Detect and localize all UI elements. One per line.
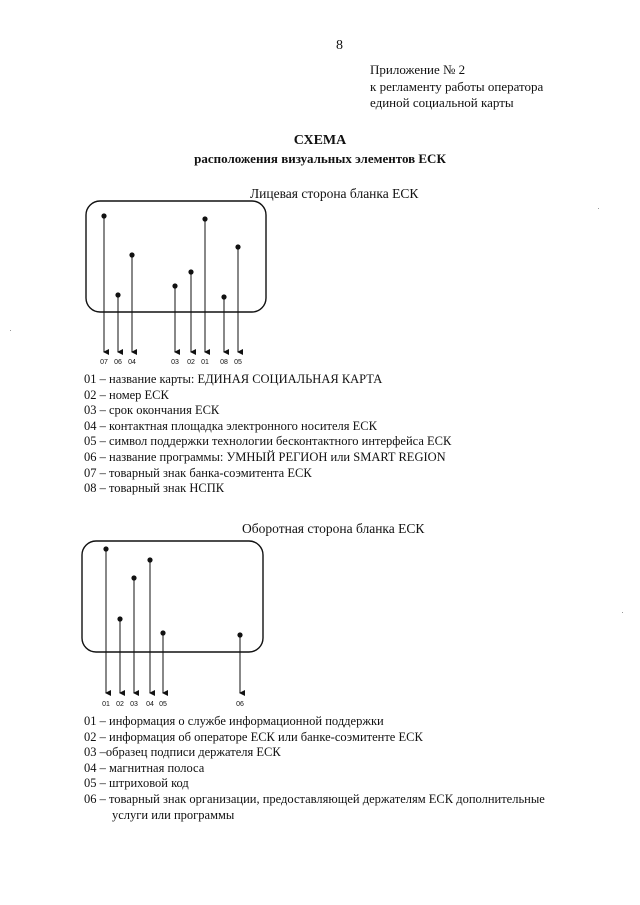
front-marker-label-06: 06 (114, 359, 122, 366)
back-marker-label-06: 06 (236, 701, 244, 708)
legend-item: 02 – номер ЕСК (84, 387, 169, 402)
legend-item: 01 – название карты: ЕДИНАЯ СОЦИАЛЬНАЯ КАРТА (84, 372, 383, 386)
front-marker-label-05: 05 (234, 359, 242, 366)
back-marker-dot-02 (117, 616, 122, 621)
back-marker-dot-01 (103, 546, 108, 551)
legend-item: 04 – контактная площадка электронного носителя ЕСК (84, 418, 377, 433)
back-marker-dot-04 (147, 557, 152, 562)
appendix-line-2: к регламенту работы оператора (370, 78, 544, 94)
scan-speck (598, 208, 599, 209)
front-marker-dot-08 (221, 294, 226, 299)
back-marker-label-03: 03 (130, 701, 138, 708)
legend-item: 03 – срок окончания ЕСК (84, 403, 220, 418)
scan-speck (622, 612, 623, 613)
document-title: СХЕМА (293, 133, 347, 148)
legend-item: 06 – название программы: УМНЫЙ РЕГИОН или SMART REGION (84, 449, 446, 464)
front-card-diagram (86, 201, 266, 366)
back-card-diagram (82, 541, 263, 708)
front-marker-dot-02 (188, 269, 193, 274)
front-legend (84, 372, 451, 497)
front-marker-dot-06 (115, 292, 120, 297)
back-marker-dot-05 (160, 630, 165, 635)
front-marker-label-02: 02 (187, 359, 195, 366)
scan-speck (10, 330, 11, 331)
front-marker-label-08: 08 (220, 359, 228, 366)
legend-item-continuation: услуги или программы (112, 807, 235, 822)
back-marker-label-01: 01 (102, 701, 110, 708)
appendix-line-1: Приложение № 2 (370, 62, 466, 77)
front-marker-dot-01 (202, 216, 207, 221)
legend-item: 07 – товарный знак банка-соэмитента ЕСК (84, 465, 312, 480)
page-number: 8 (336, 38, 343, 53)
legend-item: 01 – информация о службе информационной поддержки (84, 714, 384, 728)
back-marker-label-05: 05 (159, 701, 167, 708)
legend-item: 05 – символ поддержки технологии бесконтактного интерфейса ЕСК (84, 434, 452, 449)
back-card-outline (82, 541, 263, 652)
front-marker-dot-03 (172, 283, 177, 288)
legend-item: 03 –образец подписи держателя ЕСК (84, 745, 281, 760)
front-card-outline (86, 201, 266, 312)
front-marker-label-07: 07 (100, 359, 108, 366)
legend-item: 04 – магнитная полоса (84, 760, 205, 775)
back-marker-dot-06 (237, 632, 242, 637)
front-marker-dot-05 (235, 244, 240, 249)
legend-item: 02 – информация об операторе ЕСК или банке-соэмитенте ЕСК (84, 729, 423, 744)
appendix-line-3: единой социальной карты (370, 95, 514, 110)
front-side-heading: Лицевая сторона бланка ЕСК (250, 186, 419, 201)
document-subtitle: расположения визуальных элементов ЕСК (194, 151, 446, 166)
front-marker-dot-04 (129, 252, 134, 257)
back-marker-label-02: 02 (116, 701, 124, 708)
back-marker-dot-03 (131, 575, 136, 580)
front-marker-label-03: 03 (171, 359, 179, 366)
front-marker-label-04: 04 (128, 359, 136, 366)
legend-item: 08 – товарный знак НСПК (84, 481, 225, 496)
back-marker-label-04: 04 (146, 701, 154, 708)
legend-item: 06 – товарный знак организации, предоставляющей держателям ЕСК дополнительные (84, 791, 545, 806)
legend-item: 05 – штриховой код (84, 776, 189, 791)
front-marker-label-01: 01 (201, 359, 209, 366)
front-marker-dot-07 (101, 213, 106, 218)
back-legend (84, 714, 545, 823)
back-side-heading: Оборотная сторона бланка ЕСК (242, 521, 425, 536)
